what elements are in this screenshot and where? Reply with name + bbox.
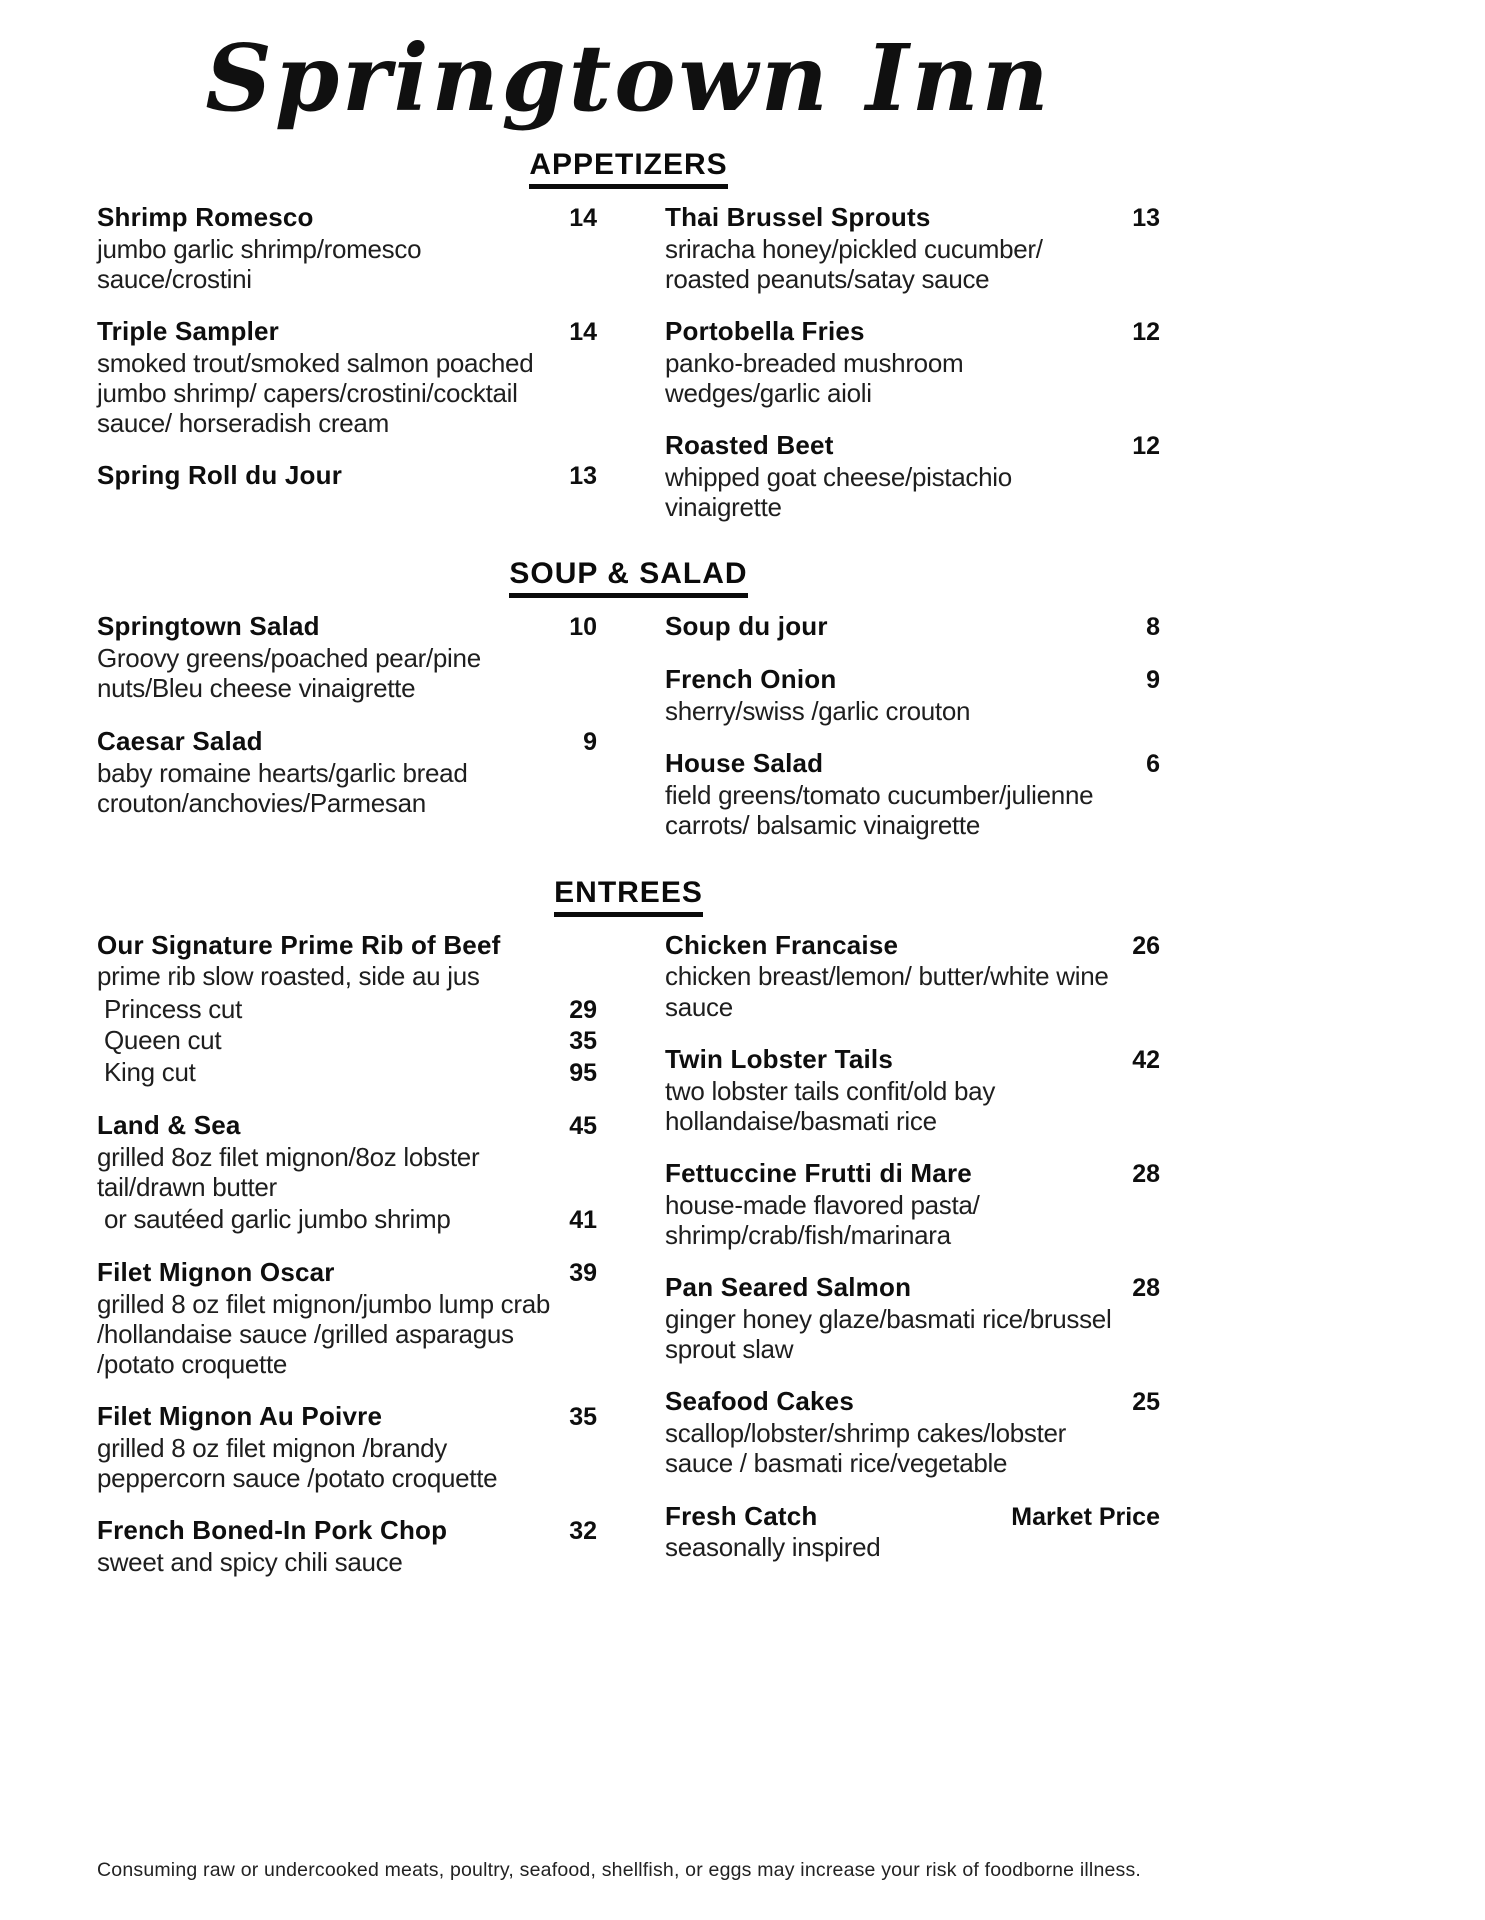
item-name: Spring Roll du Jour bbox=[97, 460, 343, 491]
menu-item bbox=[665, 317, 1160, 408]
restaurant-title: Springtown Inn bbox=[205, 24, 1052, 132]
section-columns bbox=[97, 612, 1160, 863]
item-name: Portobella Fries bbox=[665, 316, 865, 346]
menu-item bbox=[665, 1159, 1160, 1250]
item-price: 25 bbox=[1132, 1388, 1160, 1417]
item-name: French Onion bbox=[665, 664, 837, 695]
item-price: 13 bbox=[569, 462, 597, 491]
item-price: 28 bbox=[1132, 1159, 1160, 1188]
item-header bbox=[97, 461, 597, 491]
item-description: field greens/tomato cucumber/julienne carrots/ balsamic vinaigrette bbox=[665, 780, 1094, 841]
item-price: Market Price bbox=[1011, 1502, 1160, 1531]
item-name: Land & Sea bbox=[97, 1109, 241, 1140]
variant-label: King cut bbox=[104, 1057, 196, 1088]
item-name: Soup du jour bbox=[665, 611, 828, 642]
item-price: 42 bbox=[1132, 1045, 1160, 1074]
menu-item bbox=[665, 1045, 1160, 1136]
item-header bbox=[665, 665, 1160, 695]
menu-item bbox=[665, 612, 1160, 642]
menu-item bbox=[97, 1111, 597, 1235]
item-name: Springtown Salad bbox=[97, 611, 320, 642]
menu-item bbox=[97, 727, 597, 818]
menu-item bbox=[665, 749, 1160, 840]
section-title: ENTREES bbox=[554, 876, 703, 917]
right-column bbox=[665, 931, 1160, 1586]
item-description: scallop/lobster/shrimp cakes/lobster sauce / basmati rice/vegetable bbox=[665, 1418, 1067, 1479]
footer-disclaimer: Consuming raw or undercooked meats, poultry, seafood, shellfish, or eggs may increase your risk of foodborne illness. bbox=[97, 1859, 1142, 1881]
item-header bbox=[665, 431, 1160, 461]
right-column bbox=[665, 203, 1160, 546]
item-description: whipped goat cheese/pistachio vinaigrette bbox=[665, 462, 1012, 523]
menu-section bbox=[97, 876, 1160, 1601]
menu-item bbox=[665, 665, 1160, 726]
variant-price: 95 bbox=[569, 1059, 597, 1088]
item-price: 9 bbox=[583, 727, 597, 756]
variant-price: 35 bbox=[569, 1027, 597, 1056]
item-header bbox=[665, 749, 1160, 779]
item-header bbox=[97, 203, 597, 233]
item-price: 32 bbox=[569, 1517, 597, 1546]
menu-item bbox=[97, 203, 597, 294]
item-price: 9 bbox=[1146, 666, 1160, 695]
item-header bbox=[665, 1502, 1160, 1532]
left-column bbox=[97, 203, 597, 514]
item-header bbox=[97, 1402, 597, 1432]
item-description: grilled 8oz filet mignon/8oz lobster tail/drawn butter bbox=[97, 1141, 480, 1202]
item-header bbox=[97, 1516, 597, 1546]
item-header bbox=[97, 1111, 597, 1141]
item-price: 10 bbox=[569, 613, 597, 642]
item-price: 12 bbox=[1132, 432, 1160, 461]
item-header bbox=[97, 1258, 597, 1288]
item-header bbox=[665, 203, 1160, 233]
variant-price: 29 bbox=[569, 995, 597, 1024]
item-price: 13 bbox=[1132, 203, 1160, 232]
item-description: grilled 8 oz filet mignon /brandy peppercorn sauce /potato croquette bbox=[97, 1433, 498, 1494]
item-description: Groovy greens/poached pear/pine nuts/Bleu cheese vinaigrette bbox=[97, 643, 481, 704]
item-variant bbox=[97, 1026, 597, 1056]
item-name: Our Signature Prime Rib of Beef bbox=[97, 929, 501, 960]
menu-item bbox=[97, 317, 597, 438]
variant-label: Queen cut bbox=[104, 1025, 222, 1056]
item-description: seasonally inspired bbox=[665, 1532, 881, 1563]
item-price: 45 bbox=[569, 1111, 597, 1140]
item-name: Twin Lobster Tails bbox=[665, 1043, 893, 1074]
section-columns bbox=[97, 203, 1160, 546]
menu-item bbox=[97, 612, 597, 703]
item-variant bbox=[97, 1205, 597, 1235]
item-description: house-made flavored pasta/ shrimp/crab/fish/marinara bbox=[665, 1189, 980, 1250]
item-description: chicken breast/lemon/ butter/white wine sauce bbox=[665, 961, 1109, 1022]
menu-item bbox=[665, 203, 1160, 294]
menu-sections bbox=[97, 148, 1160, 1601]
menu-item bbox=[665, 1387, 1160, 1478]
item-name: Chicken Francaise bbox=[665, 929, 899, 960]
item-name: French Boned-In Pork Chop bbox=[97, 1515, 448, 1546]
menu-body bbox=[97, 26, 1160, 1600]
menu-section bbox=[97, 148, 1160, 546]
menu-item bbox=[97, 1516, 597, 1577]
item-variant bbox=[97, 1058, 597, 1088]
item-price: 35 bbox=[569, 1403, 597, 1432]
item-price: 28 bbox=[1132, 1274, 1160, 1303]
menu-item bbox=[97, 461, 597, 491]
item-name: Seafood Cakes bbox=[665, 1386, 855, 1417]
menu-item bbox=[665, 431, 1160, 522]
item-name: Filet Mignon Oscar bbox=[97, 1256, 335, 1287]
variant-price: 41 bbox=[569, 1206, 597, 1235]
right-column bbox=[665, 612, 1160, 863]
item-header bbox=[97, 317, 597, 347]
item-header bbox=[665, 612, 1160, 642]
menu-item bbox=[665, 931, 1160, 1022]
item-name: House Salad bbox=[665, 748, 824, 779]
item-description: sweet and spicy chili sauce bbox=[97, 1547, 403, 1578]
left-column bbox=[97, 612, 597, 840]
item-description: grilled 8 oz filet mignon/jumbo lump crab /hollandaise sauce /grilled asparagus /potato croquette bbox=[97, 1288, 551, 1379]
item-description: baby romaine hearts/garlic bread crouton/anchovies/Parmesan bbox=[97, 757, 468, 818]
item-variant bbox=[97, 995, 597, 1025]
section-header-row bbox=[97, 557, 1160, 598]
item-price: 12 bbox=[1132, 318, 1160, 346]
item-name: Caesar Salad bbox=[97, 725, 263, 756]
item-name: Roasted Beet bbox=[665, 430, 834, 461]
item-description: sriracha honey/pickled cucumber/ roasted peanuts/satay sauce bbox=[665, 233, 1043, 294]
variant-label: or sautéed garlic jumbo shrimp bbox=[104, 1204, 451, 1235]
left-column bbox=[97, 931, 597, 1601]
section-header-row bbox=[97, 876, 1160, 917]
item-price: 14 bbox=[569, 203, 597, 232]
menu-item bbox=[97, 1402, 597, 1493]
section-title: SOUP & SALAD bbox=[509, 557, 747, 598]
item-name: Fresh Catch bbox=[665, 1500, 818, 1531]
menu-item bbox=[97, 931, 597, 1088]
item-name: Fettuccine Frutti di Mare bbox=[665, 1157, 972, 1188]
item-description: sherry/swiss /garlic crouton bbox=[665, 696, 971, 727]
menu-item bbox=[97, 1258, 597, 1379]
item-description: ginger honey glaze/basmati rice/brussel sprout slaw bbox=[665, 1304, 1112, 1365]
item-description: jumbo garlic shrimp/romesco sauce/crostini bbox=[97, 233, 422, 294]
item-header bbox=[665, 931, 1160, 961]
item-price: 8 bbox=[1146, 613, 1160, 642]
item-name: Filet Mignon Au Poivre bbox=[97, 1401, 383, 1432]
section-columns bbox=[97, 931, 1160, 1601]
menu-item bbox=[665, 1502, 1160, 1563]
section-title: APPETIZERS bbox=[529, 148, 727, 189]
item-header bbox=[97, 612, 597, 642]
item-header bbox=[97, 931, 597, 961]
item-header bbox=[665, 1387, 1160, 1417]
item-price: 14 bbox=[569, 318, 597, 346]
item-description: smoked trout/smoked salmon poached jumbo shrimp/ capers/crostini/cocktail sauce/ horseradish cream bbox=[97, 347, 534, 439]
menu-section bbox=[97, 557, 1160, 863]
item-description: prime rib slow roasted, side au jus bbox=[97, 961, 480, 992]
item-price: 26 bbox=[1132, 931, 1160, 960]
item-header bbox=[665, 1273, 1160, 1303]
item-name: Shrimp Romesco bbox=[97, 201, 314, 232]
item-price: 6 bbox=[1146, 750, 1160, 779]
item-name: Triple Sampler bbox=[97, 316, 279, 346]
menu-item bbox=[665, 1273, 1160, 1364]
section-header-row bbox=[97, 148, 1160, 189]
item-header bbox=[665, 1045, 1160, 1075]
variant-label: Princess cut bbox=[104, 993, 243, 1024]
item-name: Thai Brussel Sprouts bbox=[665, 201, 931, 232]
item-header bbox=[665, 1159, 1160, 1189]
item-header bbox=[97, 727, 597, 757]
item-price: 39 bbox=[569, 1258, 597, 1287]
item-name: Pan Seared Salmon bbox=[665, 1272, 912, 1303]
item-description: panko-breaded mushroom wedges/garlic aioli bbox=[665, 347, 964, 409]
item-header bbox=[665, 317, 1160, 347]
item-description: two lobster tails confit/old bay hollandaise/basmati rice bbox=[665, 1075, 996, 1136]
